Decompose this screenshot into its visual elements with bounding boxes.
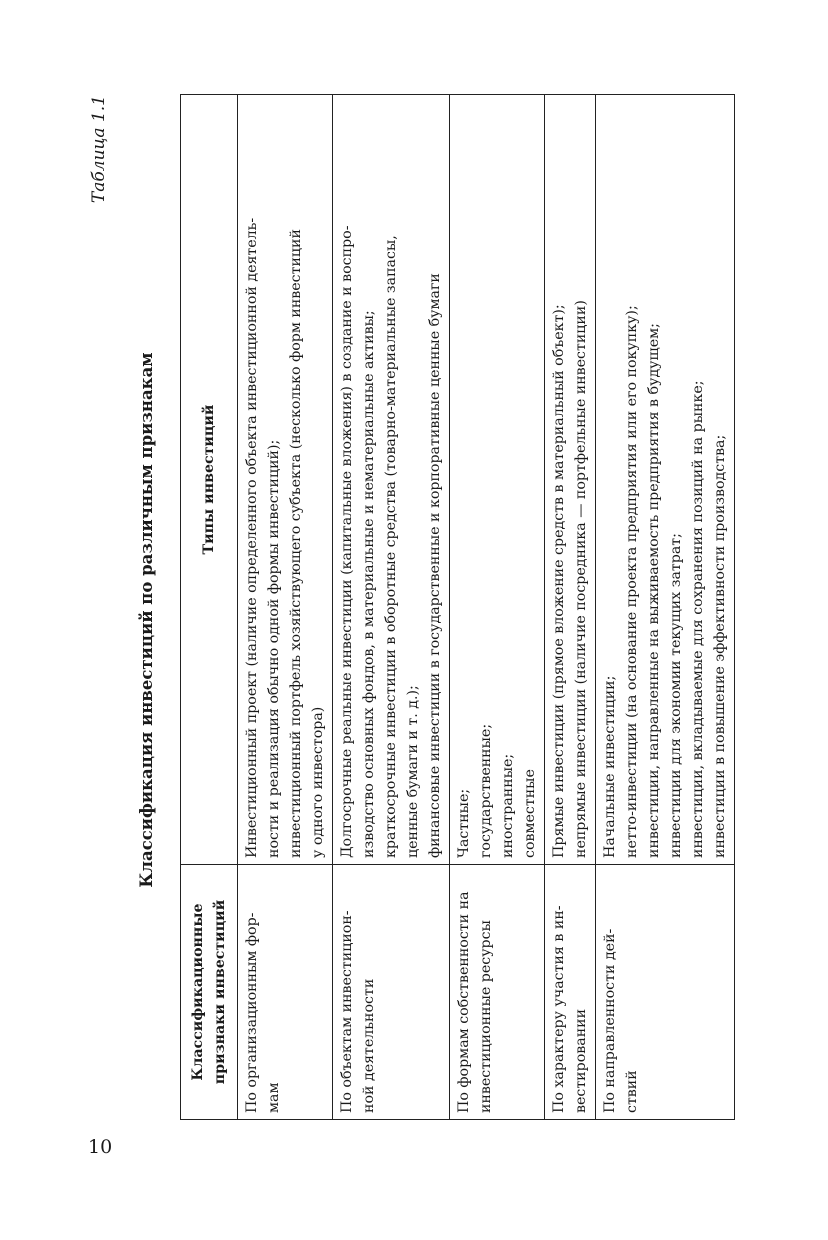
types-line: Долгосрочные реальные инвестиции (капитальные вложения) в создание и воспро- bbox=[339, 225, 355, 858]
types-line: инвестиции, вкладываемые для сохранения позиций на рынке; bbox=[690, 380, 706, 858]
feature-cell bbox=[545, 865, 596, 1120]
types-line: финансовые инвестиции в государственные и корпоративные ценные бумаги bbox=[427, 273, 443, 858]
header-col1-line: признаки инвестиций bbox=[212, 899, 228, 1085]
types-line: изводство основных фондов, в материальные и нематериальные активы; bbox=[361, 310, 377, 858]
table-header-row bbox=[181, 95, 238, 1120]
feature-line: ствий bbox=[624, 1070, 640, 1113]
table-label: Таблица 1.1 bbox=[89, 95, 109, 204]
types-line: Инвестиционный проект (наличие определенного объекта инвестиционной деятель- bbox=[244, 217, 260, 858]
types-cell bbox=[596, 95, 735, 865]
types-line: совместные bbox=[522, 769, 538, 858]
page-number: 10 bbox=[88, 1136, 113, 1158]
types-line: инвестиции, направленные на выживаемость предприятия в будущем; bbox=[646, 323, 662, 858]
table-row bbox=[545, 95, 596, 1120]
types-line: инвестиционный портфель хозяйствующего субъекта (несколько форм инвестиций bbox=[288, 229, 304, 858]
types-cell bbox=[333, 95, 450, 865]
types-line: иностранные; bbox=[500, 753, 516, 858]
table-row bbox=[238, 95, 333, 1120]
feature-line: По организационным фор- bbox=[244, 912, 260, 1113]
table-row bbox=[450, 95, 545, 1120]
types-cell bbox=[450, 95, 545, 865]
feature-line: мам bbox=[266, 1082, 282, 1113]
header-col1-line: Классификационные bbox=[190, 903, 206, 1081]
types-line: Начальные инвестиции; bbox=[602, 675, 618, 858]
feature-line: По направленности дей- bbox=[602, 928, 618, 1113]
types-line: государственные; bbox=[478, 723, 494, 858]
types-line: у одного инвестора) bbox=[310, 706, 326, 858]
types-line: Частные; bbox=[456, 788, 472, 858]
types-line: нетто-инвестиции (на основание проекта предприятия или его покупку); bbox=[624, 305, 640, 858]
types-cell bbox=[545, 95, 596, 865]
feature-line: По характеру участия в ин- bbox=[551, 905, 567, 1113]
types-line: ности и реализация обычно одной формы инвестиций); bbox=[266, 439, 282, 858]
types-line: ценные бумаги и т. д.); bbox=[405, 685, 421, 858]
feature-cell bbox=[333, 865, 450, 1120]
types-line: непрямые инвестиции (наличие посредника — портфельные инвестиции) bbox=[573, 300, 589, 858]
types-line: краткосрочные инвестиции в оборотные средства (товарно-материальные запасы, bbox=[383, 235, 399, 858]
feature-cell bbox=[596, 865, 735, 1120]
classification-table bbox=[180, 94, 735, 1120]
types-line: инвестиции в повышение эффективности производства; bbox=[712, 434, 728, 858]
feature-cell bbox=[238, 865, 333, 1120]
feature-line: ной деятельности bbox=[361, 978, 377, 1113]
feature-line: По объектам инвестицион- bbox=[339, 910, 355, 1113]
rotated-page-content bbox=[89, 95, 728, 1145]
table-row bbox=[333, 95, 450, 1120]
feature-cell bbox=[450, 865, 545, 1120]
header-classification-features bbox=[181, 865, 238, 1120]
feature-line: По формам собственности на bbox=[456, 891, 472, 1113]
header-investment-types: Типы инвестиций bbox=[181, 95, 238, 865]
types-line: Прямые инвестиции (прямое вложение средств в материальный объект); bbox=[551, 304, 567, 858]
table-row bbox=[596, 95, 735, 1120]
types-line: инвестиции для экономии текущих затрат; bbox=[668, 533, 684, 858]
table-title: Классификация инвестиций по различным признакам bbox=[137, 352, 156, 888]
feature-line: инвестиционные ресурсы bbox=[478, 920, 494, 1113]
types-cell bbox=[238, 95, 333, 865]
feature-line: вестировании bbox=[573, 1008, 589, 1113]
